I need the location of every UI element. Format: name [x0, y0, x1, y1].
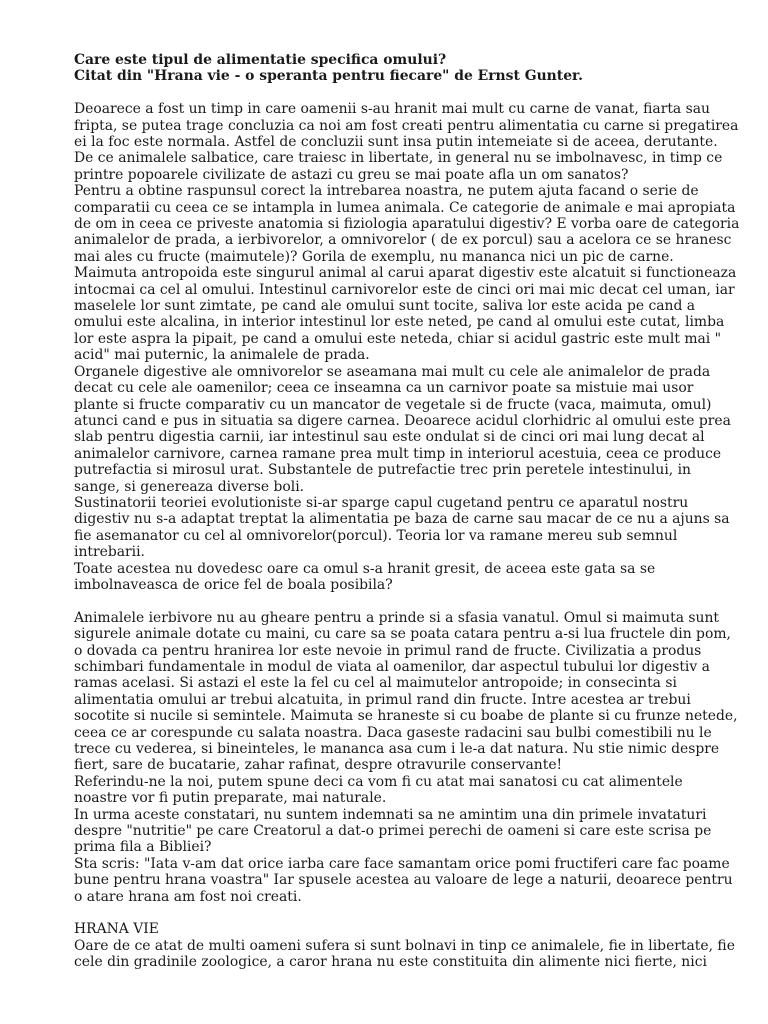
paragraph: Referindu-ne la noi, putem spune deci ca vom fi cu atat mai sanatosi cu cat alimentele noastre vor fi putin preparate, mai naturale. — [74, 773, 683, 807]
heading-citation: Citat din "Hrana vie - o speranta pentru fiecare" de Ernst Gunter. — [74, 68, 583, 85]
paragraph: Pentru a obtine raspunsul corect la intrebarea noastra, ne putem ajuta facand o serie de comparatii cu ceea ce se intampla in lumea animala. Ce categorie de animale e mai apropiata de om in ceea ce priveste anatomia si fiziologia aparatului digestiv? E vorba oare de categoria animalelor de prada, a ierbivorelor, a omnivorelor ( de ex porcul) sau a acelora ce se hranesc mai ales cu fructe (maimutele)? Gorila de exemplu, nu mananca nici un pic de carne. Maimuta antropoida este singurul animal al carui aparat digestiv este alcatuit si functioneaza intocmai ca cel al omului. Intestinul carnivorelor este de cinci ori mai mic decat cel uman, iar maselele lor sunt zimtate, pe cand ale omului sunt tocite, saliva lor este acida pe cand a omului este alcalina, in interior intestinul lor este neted, pe cand al omului este cutat, limba lor este aspra la pipait, pe cand a omului este neteda, chiar si acidul gastric este mult mai " acid" mai puternic, la animalele de prada. — [74, 183, 740, 364]
paragraph: Animalele ierbivore nu au gheare pentru a prinde si a sfasia vanatul. Omul si maimuta sunt sigurele animale dotate cu maini, cu care sa se poata catara pentru a-si lua fructele din pom, o dovada ca pentru hranirea lor este nevoie in primul rand de fructe. Civilizatia a produs schimbari fundamentale in modul de viata al oamenilor, dar aspectul tubului lor digestiv a ramas acelasi. Si astazi el este la fel cu cel al maimutelor antropoide; in consecinta si alimentatia omului ar trebui alcatuita, in primul rand din fructe. Intre acestea ar trebui socotite si nucile si semintele. Maimuta se hraneste si cu boabe de plante si cu frunze netede, ceea ce ar corespunde cu salata noastra. Daca gaseste radacini sau bulbi comestibili nu le trece cu vederea, si bineinteles, le mananca asa cum i le-a dat natura. Nu stie nimic despre fiert, sare de bucatarie, zahar rafinat, despre otravurile conservante! — [74, 609, 738, 774]
paragraph: Oare de ce atat de multi oameni sufera si sunt bolnavi in tinp ce animalele, fie in libertate, fie cele din gradinile zoologice, a caror hrana nu este constituita din alimente nici fierte, nici — [74, 937, 735, 971]
section-title: HRANA VIE — [74, 921, 159, 938]
document-page — [74, 52, 740, 971]
paragraph: In urma aceste constatari, nu suntem indemnati sa ne amintim una din primele invataturi despre "nutritie" pe care Creatorul a dat-o primei perechi de oameni si care este scrisa pe prima fila a Bibliei? — [74, 806, 712, 856]
document-heading — [74, 52, 740, 85]
paragraph: Toate acestea nu dovedesc oare ca omul s-a hranit gresit, de aceea este gata sa se imbolnaveasca de orice fel de boala posibila? — [74, 560, 656, 593]
paragraph: Organele digestive ale omnivorelor se aseamana mai mult cu cele ale animalelor de prada decat cu cele ale oamenilor; ceea ce inseamna ca un carnivor poate sa mistuie mai usor plante si fructe comparativ cu un mancator de vegetale si de fructe (vaca, maimuta, omul) atunci cand e pus in situatia sa digere carnea. Deoarece acidul clorhidric al omului este prea slab pentru digestia carnii, iar intestinul sau este ondulat si de cinci ori mai lung decat al animalelor carnivore, carnea ramane prea mult timp in interiorul acestuia, ceea ce produce putrefactia si mirosul urat. Substantele de putrefactie trec prin peretele intestinului, in sange, si genereaza diverse boli. — [74, 363, 731, 495]
heading-question: Care este tipul de alimentatie specifica omului? — [74, 52, 447, 68]
paragraph: Sta scris: "Iata v-am dat orice iarba care face samantam orice pomi fructiferi care fac poame bune pentru hrana voastra" Iar spusele acestea au valoare de lege a naturii, deoarece pentru o atare hrana am fost noi creati. — [74, 855, 733, 905]
paragraph: De ce animalele salbatice, care traiesc in libertate, in general nu se imbolnavesc, in timp ce printre popoarele civilizate de astazi cu greu se mai poate afla un om sanatos? — [74, 150, 723, 183]
paragraph: Deoarece a fost un timp in care oamenii s-au hranit mai mult cu carne de vanat, fiarta sau fripta, se putea trage concluzia ca noi am fost creati pentru alimentatia cu carne si pregatirea ei la foc este normala. Astfel de concluzii sunt insa putin intemeiate si de aceea, derutante. — [74, 101, 739, 151]
blank-line — [74, 593, 740, 609]
blank-line — [74, 85, 740, 101]
paragraph: Sustinatorii teoriei evolutioniste si-ar sparge capul cugetand pentru ce aparatul nostru digestiv nu s-a adaptat treptat la alimentatia pe baza de carne sau macar de ce nu a ajuns sa fie asemanator cu cel al omnivorelor(porcul). Teoria lor va ramane mereu sub semnul intrebarii. — [74, 494, 730, 561]
blank-line — [74, 905, 740, 921]
